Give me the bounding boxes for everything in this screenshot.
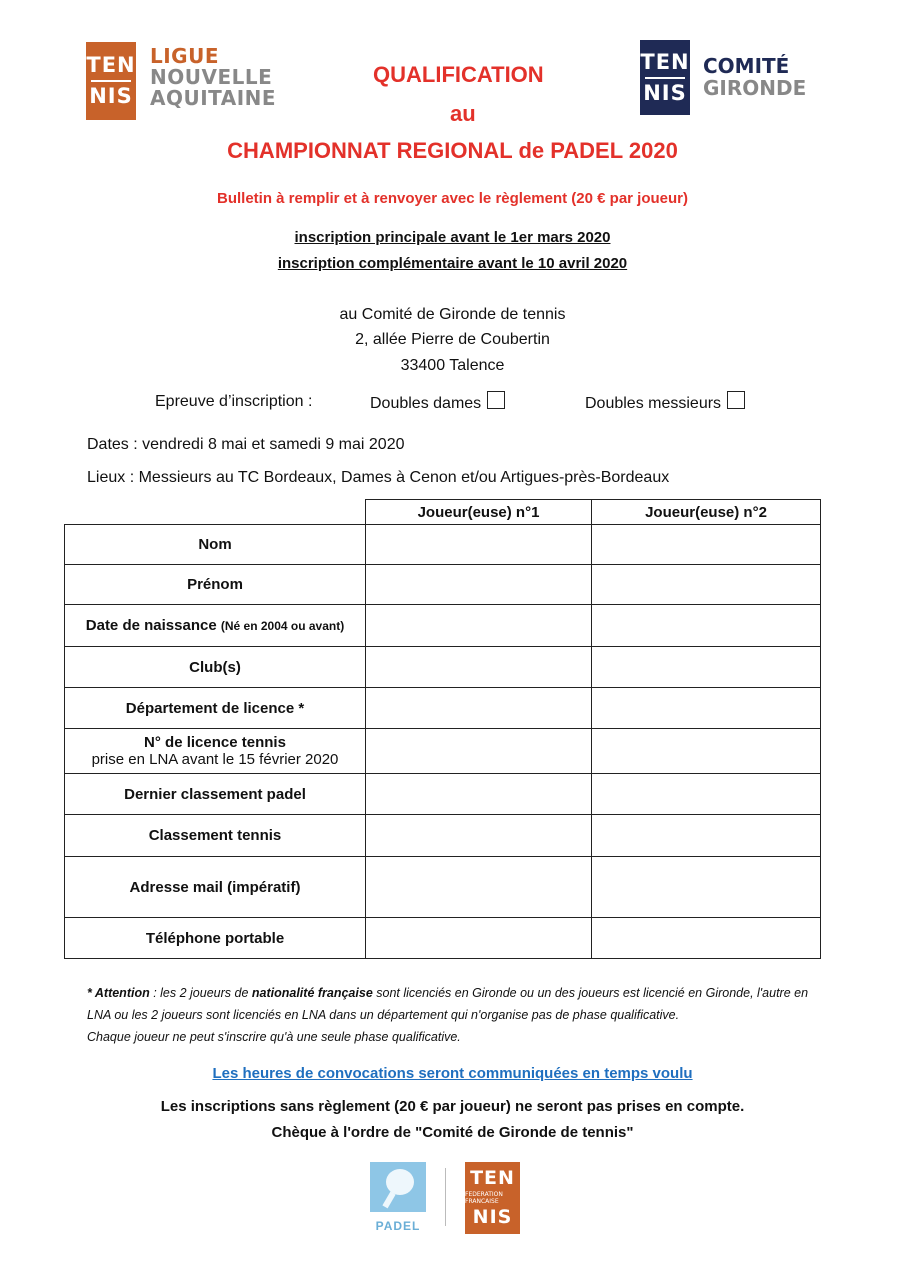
input-nom-player2[interactable] xyxy=(592,525,821,565)
input-licence-player2[interactable] xyxy=(592,729,821,774)
input-naissance-player2[interactable] xyxy=(592,605,821,647)
row-label-prenom: Prénom xyxy=(65,565,366,605)
input-tennis-player2[interactable] xyxy=(592,815,821,857)
fft-tennis-logo xyxy=(465,1162,520,1234)
logo-divider xyxy=(91,80,131,82)
row-label-tel: Téléphone portable xyxy=(65,918,366,959)
lieux-info: Lieux : Messieurs au TC Bordeaux, Dames à Cenon et/ou Artigues-près-Bordeaux xyxy=(87,469,670,486)
comite-line2: GIRONDE xyxy=(703,76,807,100)
table-row xyxy=(65,774,821,815)
footer-line1: Les inscriptions sans règlement (20 € par joueur) ne seront pas prises en compte. xyxy=(160,1098,745,1115)
col-header-player2: Joueur(euse) n°2 xyxy=(592,500,821,525)
comite-tennis-logo xyxy=(640,40,690,115)
table-row xyxy=(65,815,821,857)
option-label: Doubles messieurs xyxy=(585,395,722,412)
note-text: sont licenciés en Gironde ou un des joueurs est licencié en Gironde, l'autre en LNA ou les 2 joueurs sont licenciés en LNA dans un département qui n'organise pas de phase qualificative. xyxy=(87,986,809,1022)
table-row xyxy=(65,857,821,918)
logo-text: TEN xyxy=(86,53,136,77)
ligue-tennis-logo xyxy=(86,42,136,120)
logo-text: NIS xyxy=(643,80,687,105)
logo-divider xyxy=(645,77,685,79)
deadline-main: inscription principale avant le 1er mars 2020 xyxy=(294,229,611,246)
row-label-mail: Adresse mail (impératif) xyxy=(65,857,366,918)
table-corner xyxy=(65,500,366,525)
input-prenom-player2[interactable] xyxy=(592,565,821,605)
col-header-player1: Joueur(euse) n°1 xyxy=(366,500,592,525)
table-row xyxy=(65,605,821,647)
address-line2: 2, allée Pierre de Coubertin xyxy=(355,331,550,348)
padel-label: PADEL xyxy=(375,1219,421,1233)
footer-line2: Chèque à l'ordre de "Comité de Gironde de tennis" xyxy=(271,1124,634,1141)
title-au: au xyxy=(450,101,476,126)
row-label-nom: Nom xyxy=(65,525,366,565)
attention-label: * Attention xyxy=(87,986,150,1000)
table-row xyxy=(65,729,821,774)
table-row xyxy=(65,918,821,959)
input-padel-player2[interactable] xyxy=(592,774,821,815)
note-text: Chaque joueur ne peut s'inscrire qu'à une seule phase qualificative. xyxy=(87,1030,461,1044)
input-club-player2[interactable] xyxy=(592,647,821,688)
input-licence-player1[interactable] xyxy=(366,729,592,774)
option-doubles-dames[interactable] xyxy=(370,391,505,413)
fft-sub: FEDERATION FRANCAISE xyxy=(465,1191,503,1205)
input-departement-player2[interactable] xyxy=(592,688,821,729)
bulletin-instruction: Bulletin à remplir et à renvoyer avec le règlement (20 € par joueur) xyxy=(216,190,688,207)
title-qualification: QUALIFICATION xyxy=(373,62,544,87)
note-text: : les 2 joueurs de xyxy=(149,986,252,1000)
input-departement-player1[interactable] xyxy=(366,688,592,729)
padel-logo xyxy=(370,1162,426,1232)
row-label-licence xyxy=(65,729,366,774)
convocations-wrapper xyxy=(0,1065,905,1082)
dates-info: Dates : vendredi 8 mai et samedi 9 mai 2020 xyxy=(87,436,405,453)
row-label-naissance xyxy=(65,605,366,647)
note-bold: nationalité française xyxy=(251,986,373,1000)
convocations-link[interactable]: Les heures de convocations seront communiquées en temps voulu xyxy=(212,1065,693,1082)
table-row xyxy=(65,565,821,605)
row-label-club: Club(s) xyxy=(65,647,366,688)
row-label-departement: Département de licence * xyxy=(65,688,366,729)
comite-name xyxy=(703,55,806,99)
row-label-padel: Dernier classement padel xyxy=(65,774,366,815)
ligue-line2: NOUVELLE xyxy=(150,65,273,89)
licence-note: prise en LNA avant le 15 février 2020 xyxy=(91,751,339,768)
row-label-tennis: Classement tennis xyxy=(65,815,366,857)
logo-text: TEN xyxy=(470,1167,515,1189)
ligue-line3: AQUITAINE xyxy=(150,86,277,110)
comite-line1: COMITÉ xyxy=(703,54,790,78)
attention-note xyxy=(87,982,827,1048)
table-row xyxy=(65,647,821,688)
input-tel-player2[interactable] xyxy=(592,918,821,959)
padel-racket-icon xyxy=(370,1162,426,1212)
registration-table xyxy=(64,499,821,959)
naissance-note: (Né en 2004 ou avant) xyxy=(220,619,345,633)
table-row xyxy=(65,525,821,565)
input-prenom-player1[interactable] xyxy=(366,565,592,605)
logo-text: NIS xyxy=(472,1206,513,1228)
logo-text: NIS xyxy=(89,84,133,108)
input-naissance-player1[interactable] xyxy=(366,605,592,647)
input-padel-player1[interactable] xyxy=(366,774,592,815)
logo-separator xyxy=(445,1168,446,1226)
table-row xyxy=(65,688,821,729)
input-mail-player1[interactable] xyxy=(366,857,592,918)
checkbox-doubles-messieurs[interactable] xyxy=(727,391,745,409)
address-line1: au Comité de Gironde de tennis xyxy=(339,306,566,323)
title-championnat: CHAMPIONNAT REGIONAL de PADEL 2020 xyxy=(227,138,678,163)
ligue-line1: LIGUE xyxy=(150,44,220,68)
option-label: Doubles dames xyxy=(370,395,482,412)
naissance-label: Date de naissance xyxy=(85,617,217,634)
address-line3: 33400 Talence xyxy=(400,357,505,374)
deadline-extra: inscription complémentaire avant le 10 avril 2020 xyxy=(277,255,628,272)
ligue-name xyxy=(150,46,276,109)
input-tel-player1[interactable] xyxy=(366,918,592,959)
checkbox-doubles-dames[interactable] xyxy=(487,391,505,409)
option-doubles-messieurs[interactable] xyxy=(585,391,745,413)
input-nom-player1[interactable] xyxy=(366,525,592,565)
logo-text: TEN xyxy=(640,49,690,74)
input-club-player1[interactable] xyxy=(366,647,592,688)
input-mail-player2[interactable] xyxy=(592,857,821,918)
epreuve-label: Epreuve d’inscription : xyxy=(155,393,313,410)
input-tennis-player1[interactable] xyxy=(366,815,592,857)
licence-label: N° de licence tennis xyxy=(144,734,286,751)
